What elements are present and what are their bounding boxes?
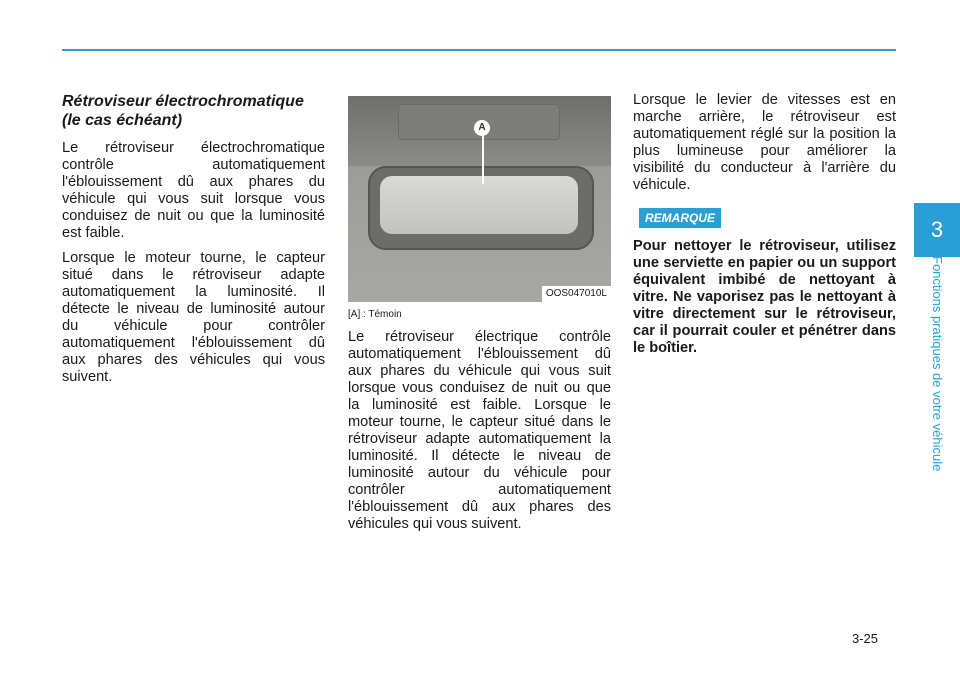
callout-marker-a: A: [474, 120, 490, 136]
remarque-badge: REMARQUE: [639, 208, 721, 228]
callout-leader-line: [482, 134, 484, 184]
section-title-line1: Rétroviseur électrochromatique: [62, 93, 304, 110]
chapter-tab: 3: [914, 203, 960, 257]
header-rule: [62, 49, 896, 51]
column-middle: [348, 92, 611, 541]
column-left: [62, 92, 325, 394]
figure-code: OOS047010L: [542, 286, 611, 302]
chapter-side-label: Fonctions pratiques de votre véhicule: [930, 256, 945, 472]
paragraph-intro: Le rétroviseur électrochromatique contrôle automatiquement l'éblouissement dû aux phares du véhicule qui vous suit lorsque vous conduisez de nuit ou que la luminosité est faible.: [62, 140, 325, 241]
cleaning-note: Pour nettoyer le rétroviseur, utilisez une serviette en papier ou un support équivalent imbibé de nettoyant à vitre. Ne vaporisez pas le nettoyant à vitre directement sur le rétroviseur, car il pourrait couler et pénétrer dans le boîtier.: [633, 238, 896, 356]
paragraph-reverse: Lorsque le levier de vitesses est en marche arrière, le rétroviseur est automatiquement réglé sur la position la plus lumineuse pour améliorer la visibilité du conducteur à l'arrière du véhicule.: [633, 92, 896, 193]
mirror-glass-illustration: [380, 176, 578, 234]
paragraph-sensor: Lorsque le moteur tourne, le capteur situé dans le rétroviseur adapte automatiquement la luminosité. Il détecte le niveau de luminosité autour du véhicule pour contrôler automatiquement l'éblouissement dû aux phares des véhicules qui vous suivent.: [62, 250, 325, 385]
page-number: 3-25: [852, 631, 879, 646]
column-right: [633, 92, 896, 365]
section-title-line2: (le cas échéant): [62, 112, 183, 129]
figure-caption: [A] : Témoin: [348, 309, 402, 320]
paragraph-electric-mirror: Le rétroviseur électrique contrôle automatiquement l'éblouissement dû aux phares du véhicule qui vous suit lorsque vous conduisez de nuit ou que la luminosité est faible. Lorsque le moteur tourne, le capteur situé dans le rétroviseur adapte automatiquement la luminosité. Il détecte le niveau de luminosité autour du véhicule pour contrôler automatiquement l'éblouissement dû aux phares des véhicules qui vous suivent.: [348, 329, 611, 532]
section-title: [62, 92, 325, 130]
mirror-figure: [348, 96, 611, 302]
